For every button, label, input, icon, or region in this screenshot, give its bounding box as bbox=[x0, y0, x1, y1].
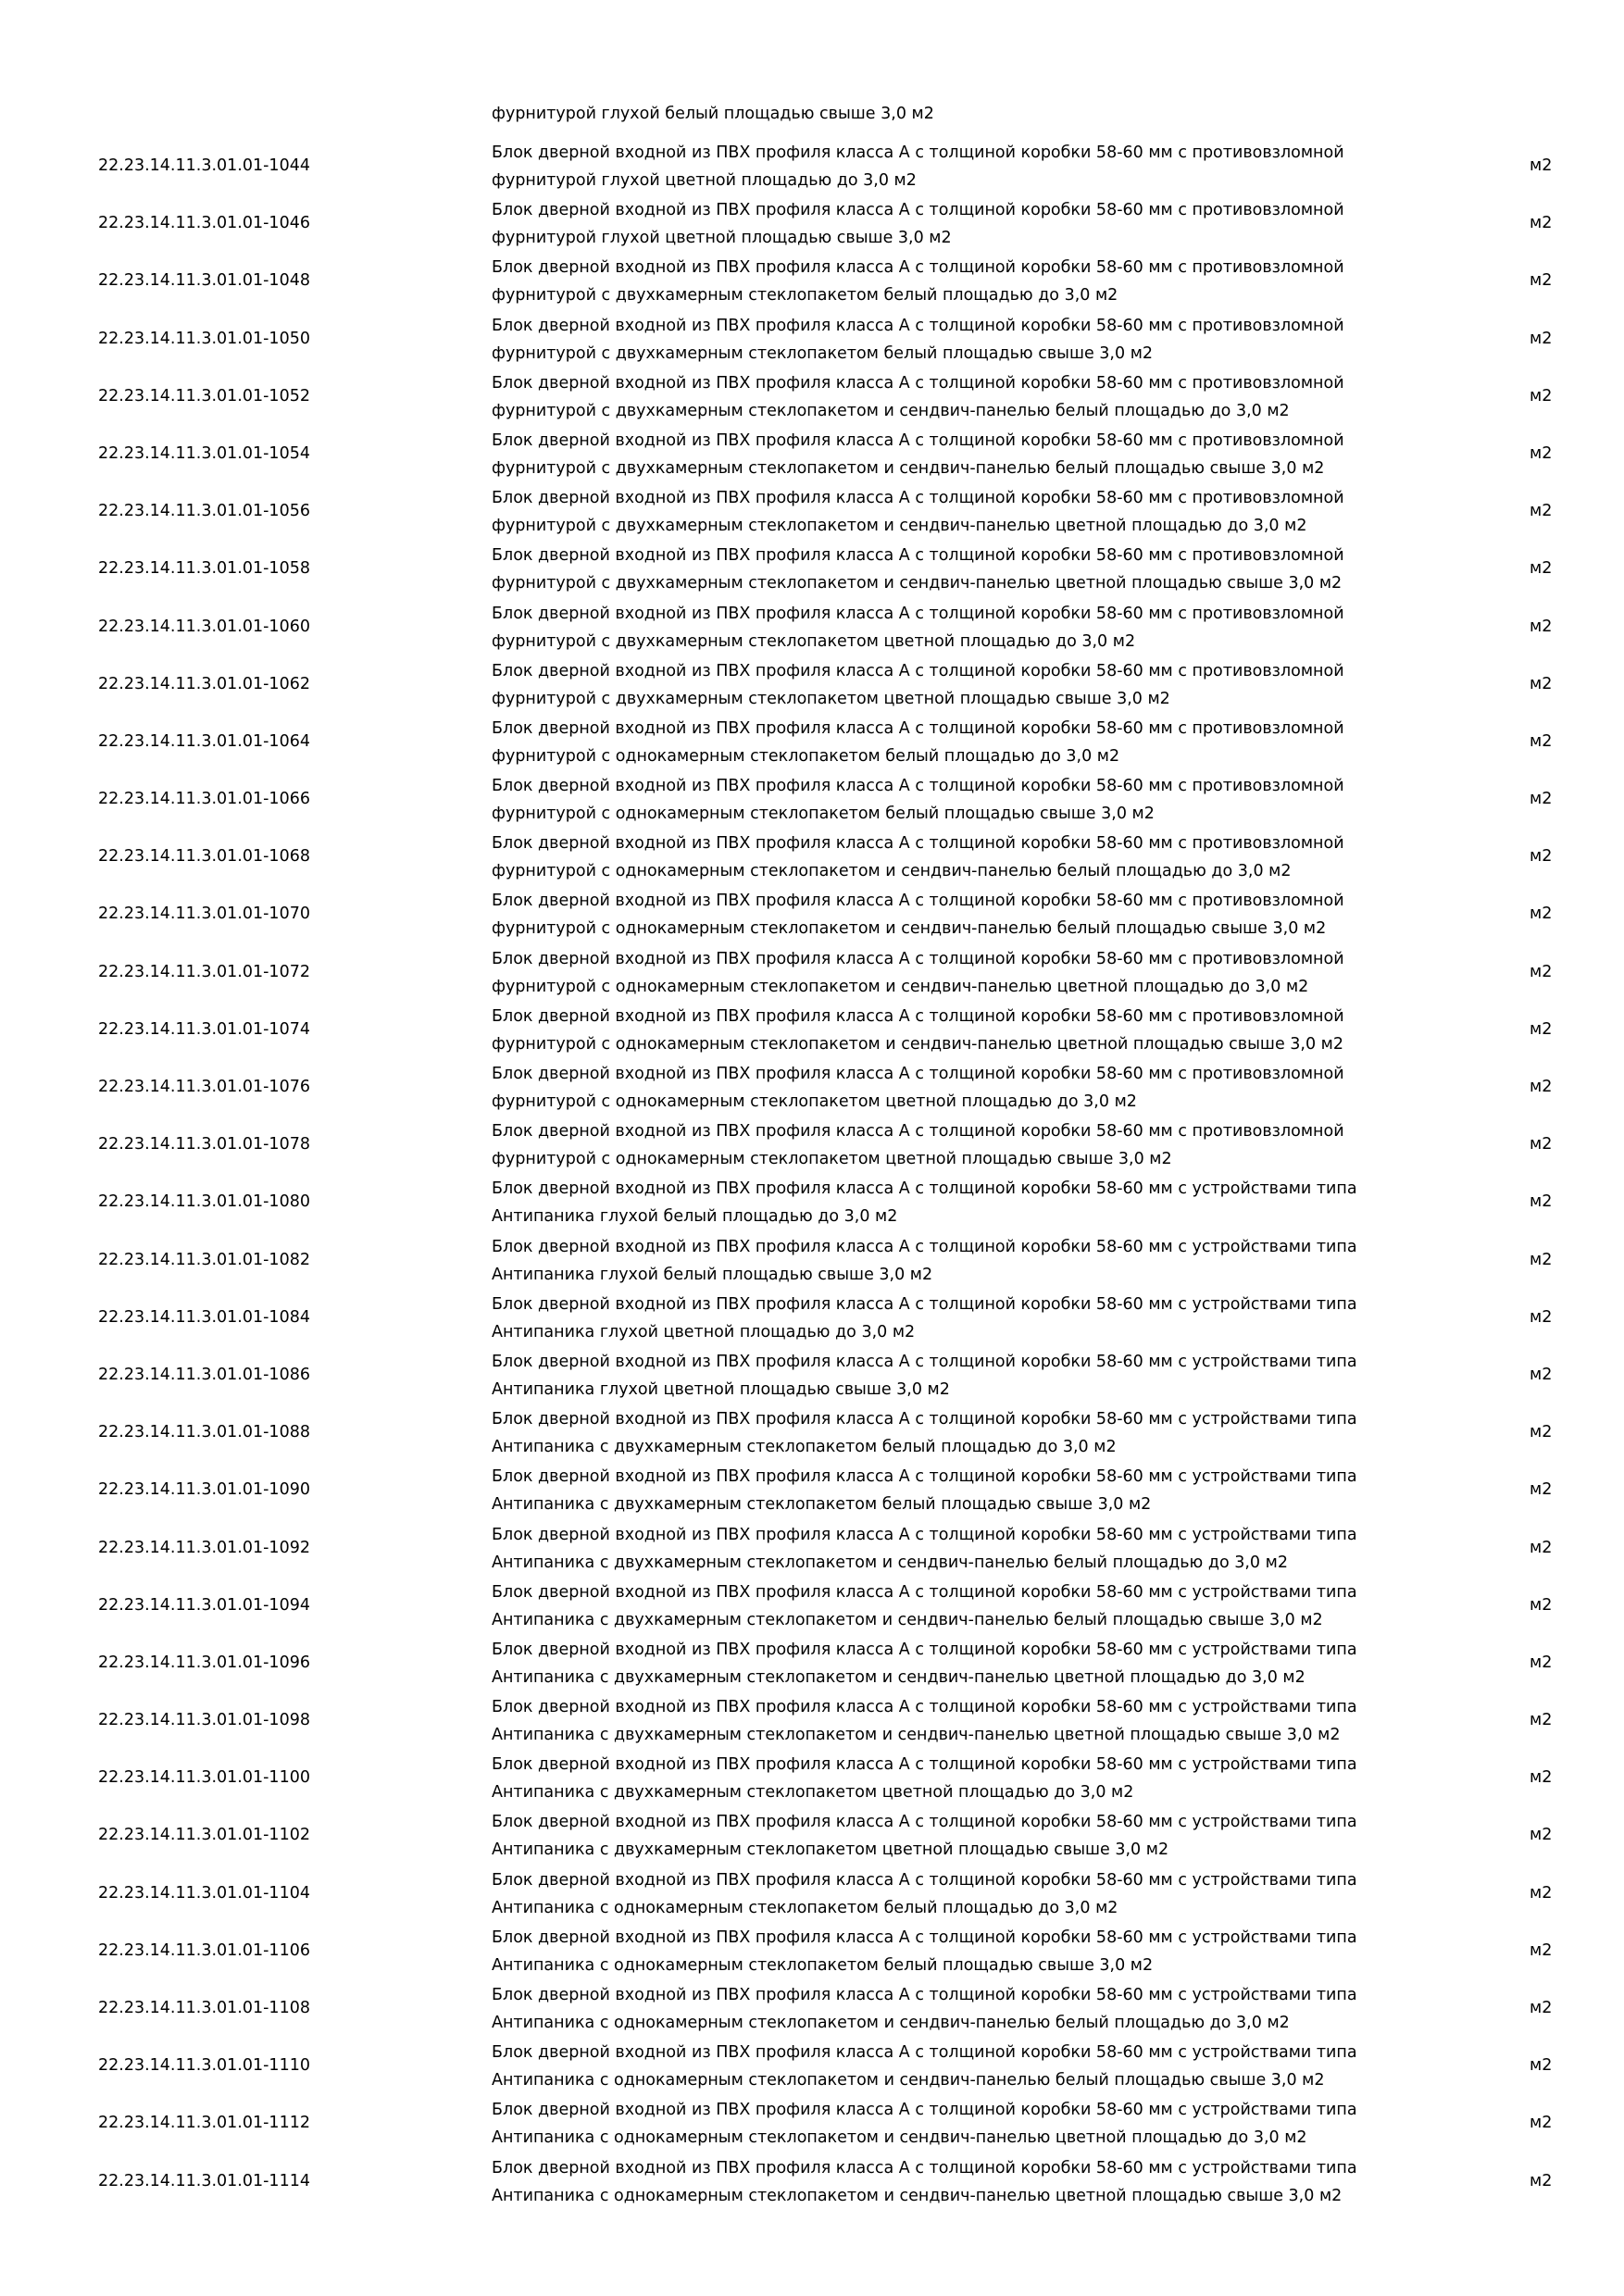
item-description bbox=[492, 484, 1436, 540]
item-code: 22.23.14.11.3.01.01-1062 bbox=[98, 674, 310, 693]
item-unit: м2 bbox=[1530, 329, 1553, 348]
table-row bbox=[0, 598, 1624, 655]
item-description bbox=[492, 1175, 1436, 1230]
description-line-1: Блок дверной входной из ПВХ профиля класса А с толщиной коробки 58-60 мм с устройствами типа bbox=[492, 1870, 1357, 1890]
description-line-2: Антипаника глухой цветной площадью свыше 3,0 м2 bbox=[492, 1379, 950, 1399]
description-line-2: фурнитурой с однокамерным стеклопакетом и сендвич-панелью цветной площадью до 3,0 м2 bbox=[492, 977, 1309, 996]
item-description bbox=[492, 254, 1436, 309]
item-unit: м2 bbox=[1530, 962, 1553, 981]
item-description bbox=[492, 1866, 1436, 1922]
description-line-1: Блок дверной входной из ПВХ профиля класса А с толщиной коробки 58-60 мм с противовзломной bbox=[492, 1065, 1344, 1083]
description-line-1: Блок дверной входной из ПВХ профиля класса А с толщиной коробки 58-60 мм с противовзломной bbox=[492, 604, 1344, 623]
description-line-1: Блок дверной входной из ПВХ профиля класса А с толщиной коробки 58-60 мм с противовзломной bbox=[492, 546, 1344, 566]
description-line-2: Антипаника с двухкамерным стеклопакетом и сендвич-панелью белый площадью свыше 3,0 м2 bbox=[492, 1610, 1323, 1629]
table-row bbox=[0, 770, 1624, 828]
item-unit: м2 bbox=[1530, 905, 1553, 924]
item-description bbox=[492, 1578, 1436, 1634]
item-description bbox=[492, 2154, 1436, 2210]
description-line-1: Блок дверной входной из ПВХ профиля класса А с толщиной коробки 58-60 мм с противовзломной bbox=[492, 1122, 1344, 1142]
table-row bbox=[0, 1519, 1624, 1577]
description-line-1: Блок дверной входной из ПВХ профиля класса А с толщиной коробки 58-60 мм с устройствами типа bbox=[492, 1525, 1357, 1544]
description-line-1: Блок дверной входной из ПВХ профиля класса А с толщиной коробки 58-60 мм с противовзломной bbox=[492, 892, 1344, 911]
table-row bbox=[0, 655, 1624, 713]
item-description bbox=[492, 1636, 1436, 1691]
item-code: 22.23.14.11.3.01.01-1056 bbox=[98, 502, 310, 521]
item-description bbox=[492, 1521, 1436, 1577]
description-line-2: Антипаника глухой белый площадью свыше 3,0 м2 bbox=[492, 1265, 933, 1284]
item-description bbox=[492, 1405, 1436, 1461]
item-code: 22.23.14.11.3.01.01-1078 bbox=[98, 1135, 310, 1154]
description-line-1: Блок дверной входной из ПВХ профиля класса А с толщиной коробки 58-60 мм с противовзломной bbox=[492, 661, 1344, 680]
item-description bbox=[492, 1693, 1436, 1749]
item-unit: м2 bbox=[1530, 1653, 1553, 1672]
description-line-1: Блок дверной входной из ПВХ профиля класса А с толщиной коробки 58-60 мм с устройствами типа bbox=[492, 2101, 1357, 2120]
item-unit: м2 bbox=[1530, 443, 1553, 463]
description-line-2: фурнитурой с двухкамерным стеклопакетом цветной площадью до 3,0 м2 bbox=[492, 631, 1136, 651]
item-description bbox=[492, 2096, 1436, 2152]
description-line-1: Блок дверной входной из ПВХ профиля класса А с толщиной коробки 58-60 мм с противовзломной bbox=[492, 834, 1344, 854]
description-line-2: фурнитурой глухой цветной площадью свыше 3,0 м2 bbox=[492, 229, 952, 248]
item-description bbox=[492, 887, 1436, 942]
table-row bbox=[0, 943, 1624, 1001]
table-row bbox=[0, 2037, 1624, 2094]
item-unit: м2 bbox=[1530, 790, 1553, 809]
description-line-1: Блок дверной входной из ПВХ профиля класса А с толщиной коробки 58-60 мм с противовзломной bbox=[492, 258, 1344, 278]
item-code: 22.23.14.11.3.01.01-1074 bbox=[98, 1019, 310, 1039]
item-unit: м2 bbox=[1530, 617, 1553, 636]
table-row bbox=[0, 252, 1624, 309]
table-row bbox=[0, 1461, 1624, 1518]
item-description bbox=[492, 369, 1436, 425]
item-description bbox=[492, 312, 1436, 368]
description-line-1: Блок дверной входной из ПВХ профиля класса А с толщиной коробки 58-60 мм с устройствами типа bbox=[492, 1294, 1357, 1314]
item-code: 22.23.14.11.3.01.01-1098 bbox=[98, 1711, 310, 1730]
item-description bbox=[492, 715, 1436, 770]
description-line-2: Антипаника с двухкамерным стеклопакетом и сендвич-панелью цветной площадью до 3,0 м2 bbox=[492, 1667, 1305, 1687]
item-unit: м2 bbox=[1530, 559, 1553, 579]
table-row bbox=[0, 1116, 1624, 1173]
item-unit: м2 bbox=[1530, 1019, 1553, 1039]
item-description bbox=[492, 1117, 1436, 1173]
table-row bbox=[0, 540, 1624, 597]
item-description bbox=[492, 772, 1436, 828]
item-unit: м2 bbox=[1530, 1480, 1553, 1500]
description-line-1: Блок дверной входной из ПВХ профиля класса А с толщиной коробки 58-60 мм с устройствами типа bbox=[492, 1986, 1357, 2004]
item-code: 22.23.14.11.3.01.01-1058 bbox=[98, 559, 310, 579]
description-line-2: фурнитурой с однокамерным стеклопакетом белый площадью до 3,0 м2 bbox=[492, 746, 1120, 766]
item-unit: м2 bbox=[1530, 1192, 1553, 1212]
description-line-2: Антипаника с однокамерным стеклопакетом белый площадью свыше 3,0 м2 bbox=[492, 1955, 1154, 1975]
item-code: 22.23.14.11.3.01.01-1076 bbox=[98, 1078, 310, 1096]
item-code: 22.23.14.11.3.01.01-1084 bbox=[98, 1307, 310, 1327]
description-line-2: фурнитурой с двухкамерным стеклопакетом и сендвич-панелью белый площадью до 3,0 м2 bbox=[492, 401, 1290, 420]
description-line-1: Блок дверной входной из ПВХ профиля класса А с толщиной коробки 58-60 мм с противовзломной bbox=[492, 1006, 1344, 1026]
description-line-2: фурнитурой с двухкамерным стеклопакетом и сендвич-панелью цветной площадью до 3,0 м2 bbox=[492, 517, 1307, 536]
item-code: 22.23.14.11.3.01.01-1094 bbox=[98, 1595, 310, 1615]
continuation-line: фурнитурой глухой белый площадью свыше 3,0 м2 bbox=[492, 105, 934, 123]
table-row bbox=[0, 1001, 1624, 1058]
description-line-2: фурнитурой с двухкамерным стеклопакетом белый площадью до 3,0 м2 bbox=[492, 286, 1118, 306]
item-unit: м2 bbox=[1530, 1768, 1553, 1788]
item-description bbox=[492, 1808, 1436, 1864]
item-code: 22.23.14.11.3.01.01-1090 bbox=[98, 1480, 310, 1500]
item-code: 22.23.14.11.3.01.01-1088 bbox=[98, 1423, 310, 1442]
item-code: 22.23.14.11.3.01.01-1080 bbox=[98, 1192, 310, 1212]
item-unit: м2 bbox=[1530, 1595, 1553, 1615]
description-line-1: Блок дверной входной из ПВХ профиля класса А с толщиной коробки 58-60 мм с противовзломной bbox=[492, 430, 1344, 450]
table-row bbox=[0, 2152, 1624, 2210]
item-code: 22.23.14.11.3.01.01-1068 bbox=[98, 847, 310, 867]
item-code: 22.23.14.11.3.01.01-1050 bbox=[98, 329, 310, 348]
description-line-2: фурнитурой с двухкамерным стеклопакетом и сендвич-панелью цветной площадью свыше 3,0 м2 bbox=[492, 574, 1343, 593]
item-description bbox=[492, 945, 1436, 1001]
description-line-2: Антипаника с двухкамерным стеклопакетом цветной площадью свыше 3,0 м2 bbox=[492, 1841, 1169, 1860]
item-code: 22.23.14.11.3.01.01-1072 bbox=[98, 962, 310, 981]
description-line-2: фурнитурой с однокамерным стеклопакетом цветной площадью до 3,0 м2 bbox=[492, 1092, 1137, 1111]
item-unit: м2 bbox=[1530, 214, 1553, 233]
table-row bbox=[0, 1231, 1624, 1289]
item-unit: м2 bbox=[1530, 386, 1553, 406]
item-code: 22.23.14.11.3.01.01-1046 bbox=[98, 214, 310, 233]
item-unit: м2 bbox=[1530, 847, 1553, 867]
description-line-1: Блок дверной входной из ПВХ профиля класса А с толщиной коробки 58-60 мм с устройствами типа bbox=[492, 1698, 1357, 1717]
table-row bbox=[0, 310, 1624, 368]
item-code: 22.23.14.11.3.01.01-1096 bbox=[98, 1653, 310, 1672]
description-line-1: Блок дверной входной из ПВХ профиля класса А с толщиной коробки 58-60 мм с противовзломной bbox=[492, 718, 1344, 738]
item-unit: м2 bbox=[1530, 502, 1553, 521]
item-description bbox=[492, 657, 1436, 713]
description-line-2: Антипаника с однокамерным стеклопакетом и сендвич-панелью цветной площадью свыше 3,0 м2 bbox=[492, 2186, 1343, 2205]
table-row bbox=[0, 885, 1624, 942]
description-line-1: Блок дверной входной из ПВХ профиля класса А с толщиной коробки 58-60 мм с устройствами типа bbox=[492, 1640, 1357, 1659]
item-unit: м2 bbox=[1530, 1423, 1553, 1442]
description-line-2: Антипаника с двухкамерным стеклопакетом белый площадью свыше 3,0 м2 bbox=[492, 1495, 1152, 1515]
item-code: 22.23.14.11.3.01.01-1060 bbox=[98, 617, 310, 636]
item-unit: м2 bbox=[1530, 1365, 1553, 1384]
item-unit: м2 bbox=[1530, 1250, 1553, 1269]
description-line-1: Блок дверной входной из ПВХ профиля класса А с толщиной коробки 58-60 мм с устройствами типа bbox=[492, 1813, 1357, 1832]
item-description bbox=[492, 196, 1436, 252]
item-description bbox=[492, 1060, 1436, 1116]
description-line-1: Блок дверной входной из ПВХ профиля класса А с толщиной коробки 58-60 мм с устройствами типа bbox=[492, 1582, 1357, 1602]
item-unit: м2 bbox=[1530, 156, 1553, 175]
table-row bbox=[0, 137, 1624, 194]
item-code: 22.23.14.11.3.01.01-1066 bbox=[98, 790, 310, 809]
description-line-2: Антипаника с двухкамерным стеклопакетом белый площадью до 3,0 м2 bbox=[492, 1438, 1117, 1457]
description-line-2: Антипаника с двухкамерным стеклопакетом цветной площадью до 3,0 м2 bbox=[492, 1783, 1134, 1803]
description-line-1: Блок дверной входной из ПВХ профиля класса А с толщиной коробки 58-60 мм с устройствами типа bbox=[492, 1928, 1357, 1947]
description-line-1: Блок дверной входной из ПВХ профиля класса А с толщиной коробки 58-60 мм с противовзломной bbox=[492, 777, 1344, 796]
item-description bbox=[492, 1003, 1436, 1058]
description-line-2: фурнитурой глухой цветной площадью до 3,0 м2 bbox=[492, 171, 917, 190]
table-row bbox=[0, 1289, 1624, 1346]
item-code: 22.23.14.11.3.01.01-1082 bbox=[98, 1250, 310, 1269]
item-code: 22.23.14.11.3.01.01-1086 bbox=[98, 1365, 310, 1384]
item-description bbox=[492, 1291, 1436, 1346]
description-line-1: Блок дверной входной из ПВХ профиля класса А с толщиной коробки 58-60 мм с устройствами типа bbox=[492, 1467, 1357, 1487]
item-code: 22.23.14.11.3.01.01-1104 bbox=[98, 1883, 310, 1903]
table-row bbox=[0, 1058, 1624, 1116]
item-code: 22.23.14.11.3.01.01-1070 bbox=[98, 905, 310, 924]
item-code: 22.23.14.11.3.01.01-1102 bbox=[98, 1826, 310, 1845]
table-row bbox=[0, 194, 1624, 252]
description-line-2: фурнитурой с однокамерным стеклопакетом и сендвич-панелью цветной площадью свыше 3,0 м2 bbox=[492, 1034, 1344, 1054]
description-line-1: Блок дверной входной из ПВХ профиля класса А с толщиной коробки 58-60 мм с противовзломной bbox=[492, 316, 1344, 335]
item-description bbox=[492, 1348, 1436, 1404]
table-row bbox=[0, 1806, 1624, 1864]
item-unit: м2 bbox=[1530, 1711, 1553, 1730]
item-code: 22.23.14.11.3.01.01-1064 bbox=[98, 731, 310, 751]
item-unit: м2 bbox=[1530, 1307, 1553, 1327]
description-line-2: Антипаника с однокамерным стеклопакетом и сендвич-панелью белый площадью свыше 3,0 м2 bbox=[492, 2071, 1325, 2090]
table-row bbox=[0, 1979, 1624, 2037]
item-unit: м2 bbox=[1530, 2171, 1553, 2190]
table-row bbox=[0, 828, 1624, 885]
item-unit: м2 bbox=[1530, 1078, 1553, 1096]
description-line-2: фурнитурой с двухкамерным стеклопакетом белый площадью свыше 3,0 м2 bbox=[492, 343, 1154, 363]
item-unit: м2 bbox=[1530, 271, 1553, 291]
table-row bbox=[0, 1922, 1624, 1979]
description-line-2: Антипаника с однокамерным стеклопакетом и сендвич-панелью цветной площадью до 3,0 м2 bbox=[492, 2128, 1307, 2148]
table-row bbox=[0, 1691, 1624, 1749]
item-code: 22.23.14.11.3.01.01-1100 bbox=[98, 1768, 310, 1788]
description-line-2: Антипаника с однокамерным стеклопакетом и сендвич-панелью белый площадью до 3,0 м2 bbox=[492, 2014, 1290, 2032]
item-unit: м2 bbox=[1530, 2056, 1553, 2076]
description-line-1: Блок дверной входной из ПВХ профиля класса А с толщиной коробки 58-60 мм с противовзломной bbox=[492, 489, 1344, 508]
description-line-2: фурнитурой с двухкамерным стеклопакетом и сендвич-панелью белый площадью свыше 3,0 м2 bbox=[492, 458, 1325, 478]
item-description bbox=[492, 830, 1436, 885]
description-line-1: Блок дверной входной из ПВХ профиля класса А с толщиной коробки 58-60 мм с устройствами типа bbox=[492, 1755, 1357, 1775]
table-row bbox=[0, 2094, 1624, 2152]
item-unit: м2 bbox=[1530, 1883, 1553, 1903]
description-line-1: Блок дверной входной из ПВХ профиля класса А с толщиной коробки 58-60 мм с противовзломной bbox=[492, 201, 1344, 220]
item-description bbox=[492, 542, 1436, 597]
table-row bbox=[0, 1634, 1624, 1691]
description-line-1: Блок дверной входной из ПВХ профиля класса А с толщиной коробки 58-60 мм с устройствами типа bbox=[492, 2043, 1357, 2063]
item-unit: м2 bbox=[1530, 1999, 1553, 2017]
item-description bbox=[492, 600, 1436, 655]
description-line-1: Блок дверной входной из ПВХ профиля класса А с толщиной коробки 58-60 мм с противовзломной bbox=[492, 373, 1344, 393]
description-line-1: Блок дверной входной из ПВХ профиля класса А с толщиной коробки 58-60 мм с устройствами типа bbox=[492, 1237, 1357, 1256]
item-unit: м2 bbox=[1530, 1538, 1553, 1557]
item-code: 22.23.14.11.3.01.01-1108 bbox=[98, 1999, 310, 2017]
item-unit: м2 bbox=[1530, 2114, 1553, 2133]
description-line-2: фурнитурой с однокамерным стеклопакетом белый площадью свыше 3,0 м2 bbox=[492, 805, 1155, 824]
table-row bbox=[0, 1865, 1624, 1922]
description-line-1: Блок дверной входной из ПВХ профиля класса А с толщиной коробки 58-60 мм с противовзломной bbox=[492, 144, 1344, 162]
item-code: 22.23.14.11.3.01.01-1048 bbox=[98, 271, 310, 291]
description-line-2: фурнитурой с однокамерным стеклопакетом и сендвич-панелью белый площадью свыше 3,0 м2 bbox=[492, 919, 1327, 939]
table-row bbox=[0, 368, 1624, 425]
table-row bbox=[0, 1577, 1624, 1634]
description-line-2: Антипаника глухой цветной площадью до 3,0 м2 bbox=[492, 1322, 916, 1341]
item-description bbox=[492, 139, 1436, 194]
description-line-2: фурнитурой с однокамерным стеклопакетом и сендвич-панелью белый площадью до 3,0 м2 bbox=[492, 862, 1292, 881]
description-line-2: Антипаника с однокамерным стеклопакетом белый площадью до 3,0 м2 bbox=[492, 1898, 1118, 1917]
table-row bbox=[0, 1749, 1624, 1806]
description-line-2: Антипаника глухой белый площадью до 3,0 м2 bbox=[492, 1207, 898, 1227]
item-description bbox=[492, 1981, 1436, 2037]
description-line-2: фурнитурой с двухкамерным стеклопакетом цветной площадью свыше 3,0 м2 bbox=[492, 689, 1170, 708]
item-description bbox=[492, 427, 1436, 482]
description-line-1: Блок дверной входной из ПВХ профиля класса А с толщиной коробки 58-60 мм с устройствами типа bbox=[492, 1410, 1357, 1429]
item-unit: м2 bbox=[1530, 1135, 1553, 1154]
item-description bbox=[492, 1233, 1436, 1289]
item-description bbox=[492, 1463, 1436, 1518]
table-row bbox=[0, 425, 1624, 482]
table-row bbox=[0, 713, 1624, 770]
description-line-1: Блок дверной входной из ПВХ профиля класса А с толщиной коробки 58-60 мм с устройствами типа bbox=[492, 1179, 1357, 1199]
item-unit: м2 bbox=[1530, 674, 1553, 693]
item-unit: м2 bbox=[1530, 731, 1553, 751]
table-row bbox=[0, 482, 1624, 540]
description-line-1: Блок дверной входной из ПВХ профиля класса А с толщиной коробки 58-60 мм с устройствами типа bbox=[492, 2158, 1357, 2177]
item-description bbox=[492, 1924, 1436, 1979]
item-unit: м2 bbox=[1530, 1940, 1553, 1960]
item-code: 22.23.14.11.3.01.01-1112 bbox=[98, 2114, 310, 2133]
table-row bbox=[0, 1346, 1624, 1404]
item-description bbox=[492, 2039, 1436, 2094]
description-line-1: Блок дверной входной из ПВХ профиля класса А с толщиной коробки 58-60 мм с устройствами типа bbox=[492, 1352, 1357, 1371]
description-line-2: фурнитурой с однокамерным стеклопакетом цветной площадью свыше 3,0 м2 bbox=[492, 1150, 1172, 1169]
item-code: 22.23.14.11.3.01.01-1106 bbox=[98, 1940, 310, 1960]
item-code: 22.23.14.11.3.01.01-1052 bbox=[98, 386, 310, 406]
item-code: 22.23.14.11.3.01.01-1054 bbox=[98, 443, 310, 463]
item-code: 22.23.14.11.3.01.01-1092 bbox=[98, 1538, 310, 1557]
description-line-2: Антипаника с двухкамерным стеклопакетом и сендвич-панелью белый площадью до 3,0 м2 bbox=[492, 1553, 1288, 1572]
item-unit: м2 bbox=[1530, 1826, 1553, 1845]
item-code: 22.23.14.11.3.01.01-1044 bbox=[98, 156, 310, 175]
item-code: 22.23.14.11.3.01.01-1114 bbox=[98, 2171, 310, 2190]
table-row bbox=[0, 1173, 1624, 1230]
item-description bbox=[492, 1751, 1436, 1806]
table-row bbox=[0, 1404, 1624, 1461]
item-code: 22.23.14.11.3.01.01-1110 bbox=[98, 2056, 310, 2076]
description-line-1: Блок дверной входной из ПВХ профиля класса А с толщиной коробки 58-60 мм с противовзломной bbox=[492, 949, 1344, 968]
price-list-table bbox=[0, 137, 1624, 2210]
description-line-2: Антипаника с двухкамерным стеклопакетом и сендвич-панелью цветной площадью свыше 3,0 м2 bbox=[492, 1726, 1341, 1745]
